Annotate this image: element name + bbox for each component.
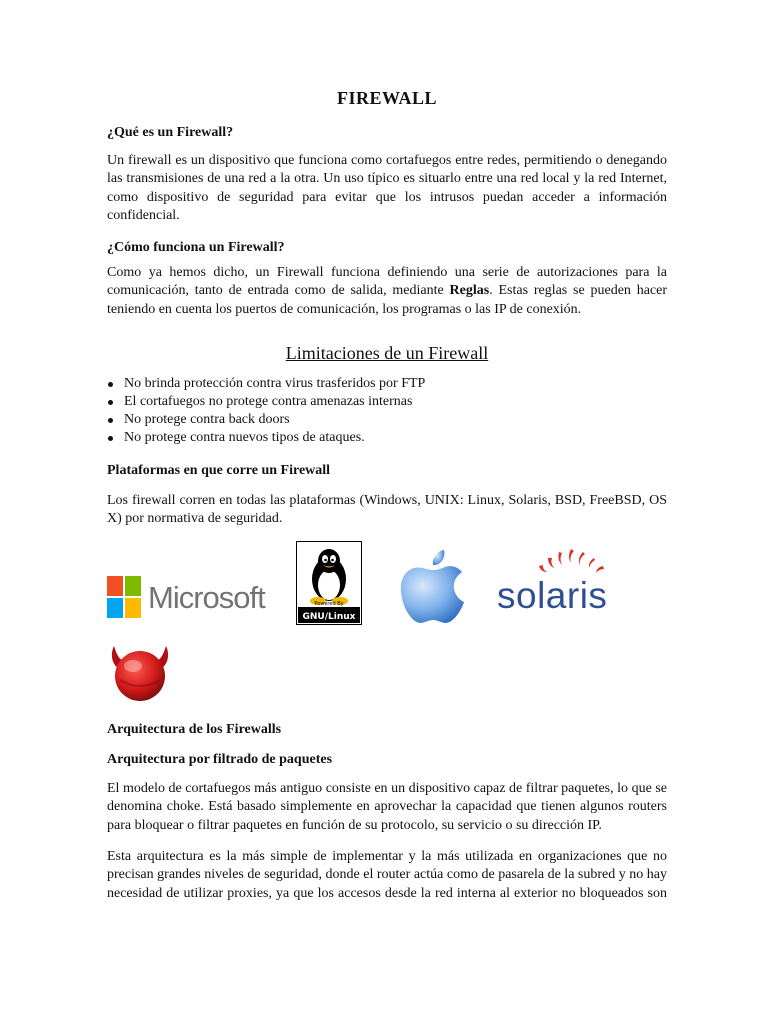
heading-como-funciona: ¿Cómo funciona un Firewall? bbox=[107, 240, 285, 255]
solaris-wordmark: solaris bbox=[497, 575, 608, 616]
heading-filtrado-paquetes: Arquitectura por filtrado de paquetes bbox=[107, 752, 333, 767]
text-line: las transmisiones de una red a la otra. Un uso típico es situarlo entre una red local y la red Internet, bbox=[107, 171, 667, 187]
heading-limitaciones: Limitaciones de un Firewall bbox=[285, 343, 489, 363]
text-line: Un firewall es un dispositivo que funciona como cortafuegos entre redes, permitiendo o denegando bbox=[107, 153, 667, 168]
microsoft-wordmark: Microsoft bbox=[148, 580, 265, 615]
text-run: comunicación, tanto de entrada como de salida, mediante bbox=[107, 283, 450, 299]
paragraph-como-funciona bbox=[107, 264, 667, 319]
tux-linux-logo bbox=[296, 541, 362, 625]
text-line: como dispositivo de seguridad para evitar que los intrusos puedan acceder a información bbox=[107, 189, 667, 205]
heading-que-es: ¿Qué es un Firewall? bbox=[107, 125, 234, 140]
heading-arquitectura: Arquitectura de los Firewalls bbox=[107, 722, 282, 737]
freebsd-logo bbox=[108, 640, 172, 704]
paragraph-filtrado-1 bbox=[107, 780, 667, 835]
text-line: X) por normativa de seguridad. bbox=[107, 511, 283, 527]
text-line-mixed bbox=[107, 282, 667, 300]
text-line: confidencial. bbox=[107, 208, 180, 224]
text-line: El modelo de cortafuegos más antiguo consiste en un dispositivo capaz de filtrar paquetes, lo que se bbox=[107, 781, 667, 796]
text-line: necesidad de utilizar proxies, ya que los accesos desde la red interna al exterior no bloqueados son bbox=[107, 885, 667, 901]
powered-by-text: Powered By bbox=[314, 601, 344, 607]
text-line: teniendo en cuenta los puertos de comunicación, los programas o las IP de conexión. bbox=[107, 301, 582, 317]
microsoft-logo bbox=[107, 576, 263, 622]
text-run: . Estas reglas se pueden hacer bbox=[489, 283, 667, 299]
document-title: FIREWALL bbox=[336, 88, 438, 108]
freebsd-daemon-icon bbox=[108, 640, 172, 704]
text-line: Como ya hemos dicho, un Firewall funciona definiendo una serie de autorizaciones para la bbox=[107, 265, 667, 280]
heading-plataformas: Plataformas en que corre un Firewall bbox=[107, 463, 331, 478]
paragraph-filtrado-2 bbox=[107, 848, 667, 903]
list-item: El cortafuegos no protege contra amenazas internas bbox=[107, 393, 425, 411]
text-line: precisan grandes niveles de seguridad, donde el router actúa como de pasarela de la subred y no hay bbox=[107, 867, 667, 883]
solaris-logo bbox=[497, 547, 645, 623]
text-line: denomina choke. Está basado simplemente en aprovechar la capacidad que tienen algunos routers bbox=[107, 799, 667, 815]
tux-penguin-icon bbox=[296, 541, 362, 625]
apple-icon bbox=[398, 544, 469, 626]
list-item: No protege contra nuevos tipos de ataques. bbox=[107, 429, 425, 447]
apple-logo bbox=[398, 544, 469, 626]
text-line: para bloquear o filtrar paquetes en función de su protocolo, su servicio o su dirección IP. bbox=[107, 817, 602, 833]
list-item: No protege contra back doors bbox=[107, 411, 425, 429]
text-line: Esta arquitectura es la más simple de implementar y la más utilizada en organizaciones que no bbox=[107, 849, 667, 864]
list-item: No brinda protección contra virus trasferidos por FTP bbox=[107, 375, 425, 393]
bold-term-reglas: Reglas bbox=[449, 283, 490, 299]
paragraph-que-es bbox=[107, 152, 667, 226]
limitations-list bbox=[107, 375, 425, 447]
text-line: Los firewall corren en todas las plataformas (Windows, UNIX: Linux, Solaris, BSD, FreeBSD, OS bbox=[107, 493, 667, 508]
gnu-linux-text: GNU/Linux bbox=[302, 612, 356, 622]
paragraph-plataformas bbox=[107, 492, 667, 529]
windows-flag-icon bbox=[107, 576, 143, 620]
